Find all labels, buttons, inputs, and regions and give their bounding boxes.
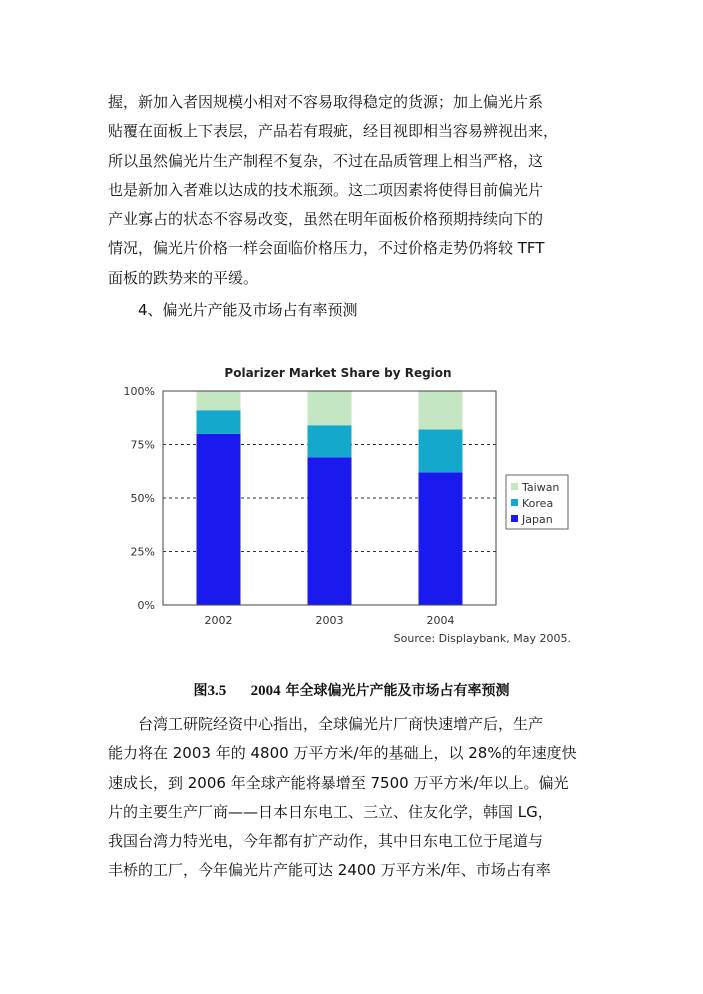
bar-japan-2002 <box>197 434 241 605</box>
text-line: 能力将在 2003 年的 4800 万平方米/年的基础上，以 28%的年速度快 <box>108 744 577 763</box>
caption-prefix: 图 <box>193 683 208 699</box>
bar-taiwan-2002 <box>197 391 241 410</box>
caption-text: 年全球偏光片产能及市场占有率预测 <box>285 683 510 699</box>
legend-label-taiwan: Taiwan <box>522 481 560 494</box>
legend-swatch-japan <box>511 515 518 522</box>
text-line: 速成长，到 2006 年全球产能将暴增至 7500 万平方米/年以上。偏光 <box>108 773 569 792</box>
bar-korea-2002 <box>197 410 241 434</box>
text-line: 丰桥的工厂，今年偏光片产能可达 2400 万平方米/年、市场占有率 <box>108 861 551 880</box>
paragraph-1 <box>108 88 598 293</box>
bar-taiwan-2003 <box>308 391 352 425</box>
chart <box>108 355 588 655</box>
legend-label-japan: Japan <box>522 513 553 526</box>
paragraph-2 <box>108 710 598 886</box>
legend-swatch-taiwan <box>511 483 518 490</box>
bar-japan-2003 <box>308 457 352 605</box>
text-line: 握，新加入者因规模小相对不容易取得稳定的货源；加上偏光片系 <box>108 93 544 111</box>
text-line: 片的主要生产厂商——日本日东电工、三立、住友化学，韩国 LG， <box>108 802 553 821</box>
y-tick-label: 0% <box>137 599 155 612</box>
text-line: 我国台湾力特光电，今年都有扩产动作，其中日东电工位于尾道与 <box>108 832 544 851</box>
y-tick-label: 25% <box>130 545 155 559</box>
bar-japan-2004 <box>419 472 463 605</box>
y-tick-label: 100% <box>123 385 155 398</box>
section-heading: 4、偏光片产能及市场占有率预测 <box>138 301 358 319</box>
y-tick-label: 50% <box>130 492 155 505</box>
chart-title: Polarizer Market Share by Region <box>224 366 452 380</box>
bar-korea-2004 <box>419 430 463 473</box>
text-line: 产业寡占的状态不容易改变，虽然在明年面板价格预期持续向下的 <box>108 210 544 229</box>
text-line: 面板的跌势来的平缓。 <box>108 268 259 287</box>
legend-label-korea: Korea <box>522 497 554 510</box>
chart-svg <box>108 355 588 655</box>
text-line: 贴覆在面板上下表层，产品若有瑕疵，经目视即相当容易辨视出来， <box>108 122 559 141</box>
bar-taiwan-2004 <box>419 391 463 430</box>
legend-swatch-korea <box>511 499 518 506</box>
chart-source: Source: Displaybank, May 2005. <box>393 632 571 645</box>
caption-number: 3.5 <box>207 683 227 699</box>
text-line: 也是新加入者难以达成的技术瓶颈。这二项因素将使得目前偏光片 <box>108 180 544 199</box>
figure-caption <box>0 680 703 700</box>
text-line: 台湾工研院经资中心指出，全球偏光片厂商快速增产后，生产 <box>138 715 544 733</box>
caption-year: 2004 <box>250 683 281 699</box>
y-tick-label: 75% <box>130 438 155 452</box>
x-tick-label: 2002 <box>204 614 233 627</box>
text-line: 所以虽然偏光片生产制程不复杂，不过在品质管理上相当严格，这 <box>108 151 544 170</box>
bar-korea-2003 <box>308 425 352 457</box>
x-tick-label: 2004 <box>426 614 455 627</box>
text-line: 情况，偏光片价格一样会面临价格压力，不过价格走势仍将较 TFT <box>108 239 545 258</box>
x-tick-label: 2003 <box>315 614 344 627</box>
